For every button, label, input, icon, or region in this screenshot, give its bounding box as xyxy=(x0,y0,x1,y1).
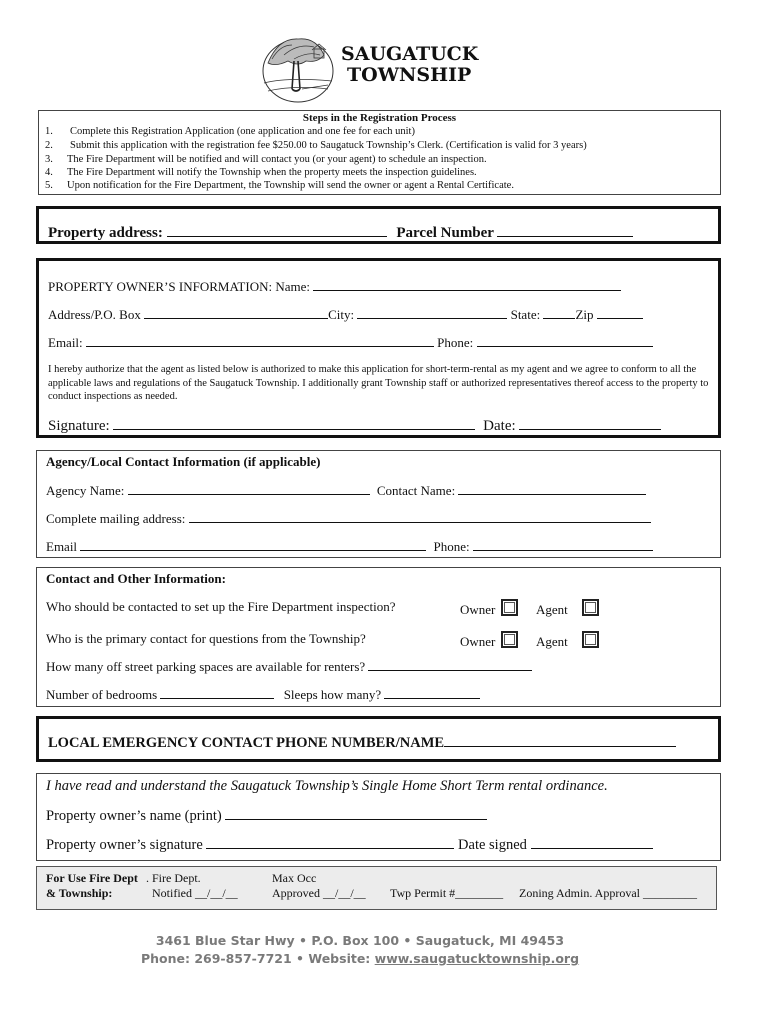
parcel-number-field[interactable] xyxy=(497,235,633,237)
agency-name-field[interactable] xyxy=(128,493,370,495)
owner-zip-field[interactable] xyxy=(597,317,643,319)
q1-agent-checkbox[interactable] xyxy=(582,599,599,616)
owner-sig-row xyxy=(46,837,653,854)
office-use-label-line1: For Use Fire Dept xyxy=(46,871,138,885)
sleeps-field[interactable] xyxy=(384,697,480,699)
property-row xyxy=(48,225,633,242)
contact-title: Contact and Other Information: xyxy=(46,571,226,586)
step-1: 1. Complete this Registration Application (one application and one fee for each unit) xyxy=(45,126,415,137)
print-name-label: Property owner’s name (print) xyxy=(46,808,222,824)
bedrooms-label: Number of bedrooms xyxy=(46,687,158,702)
owner-box xyxy=(36,258,721,438)
parking-row xyxy=(46,659,532,675)
owner-sig-label: Property owner’s signature xyxy=(46,837,203,853)
owner-address-label: Address/P.O. Box xyxy=(48,307,141,322)
q2-owner-label: Owner xyxy=(460,634,496,649)
owner-phone-field[interactable] xyxy=(477,345,653,347)
owner-state-field[interactable] xyxy=(543,317,575,319)
org-name-line2: TOWNSHIP xyxy=(347,64,472,86)
q1-label: Who should be contacted to set up the Fire Department inspection? xyxy=(46,599,396,614)
property-box xyxy=(36,206,721,244)
agency-email-row xyxy=(46,539,653,555)
steps-title: Steps in the Registration Process xyxy=(302,112,457,124)
office-use-box xyxy=(36,866,717,910)
owner-email-label: Email: xyxy=(48,335,83,350)
owner-signature-label: Signature: xyxy=(48,418,110,434)
sleeps-label: Sleeps how many? xyxy=(283,687,382,702)
tree-landscape-logo-icon xyxy=(258,33,338,105)
q2-owner-option xyxy=(460,631,518,650)
footer-contact xyxy=(0,950,720,968)
owner-state-label: State: xyxy=(510,307,541,322)
owner-city-field[interactable] xyxy=(357,317,507,319)
owner-date-label: Date: xyxy=(483,418,516,434)
owner-sig-field[interactable] xyxy=(206,847,454,849)
q1-owner-label: Owner xyxy=(460,602,496,617)
property-address-field[interactable] xyxy=(167,235,387,237)
step-2: 2. Submit this application with the registration fee $250.00 to Saugatuck Township’s Clerk. (Certification is valid for 3 years) xyxy=(45,140,587,151)
q1-owner-checkbox[interactable] xyxy=(501,599,518,616)
emergency-field[interactable] xyxy=(444,745,676,747)
owner-zip-label: Zip xyxy=(575,307,594,322)
max-occ-line2: Approved __/__/__ xyxy=(272,886,366,900)
agency-mailing-field[interactable] xyxy=(189,521,651,523)
org-name xyxy=(341,44,478,86)
print-name-row xyxy=(46,808,487,825)
date-signed-label: Date signed xyxy=(458,837,527,853)
q2-agent-checkbox[interactable] xyxy=(582,631,599,648)
owner-city-label: City: xyxy=(328,307,355,322)
footer-phone: Phone: 269-857-7721 • Website: xyxy=(140,951,375,966)
agency-email-field[interactable] xyxy=(80,549,426,551)
org-name-line1: SAUGATUCK xyxy=(341,43,479,65)
acknowledge-statement: I have read and understand the Saugatuck Township’s Single Home Short Term rental ordinance. xyxy=(46,778,608,794)
acknowledge-box xyxy=(36,773,721,861)
emergency-box xyxy=(36,716,721,762)
contact-name-field[interactable] xyxy=(458,493,646,495)
agency-phone-field[interactable] xyxy=(473,549,653,551)
owner-name-row xyxy=(48,279,621,295)
step-5: 5. Upon notification for the Fire Department, the Township will send the owner or agent a Rental Certificate. xyxy=(45,180,514,191)
footer xyxy=(0,932,720,968)
agency-name-label: Agency Name: xyxy=(46,483,125,498)
q2-agent-label: Agent xyxy=(536,634,568,649)
owner-address-row xyxy=(48,307,643,323)
contact-box xyxy=(36,567,721,707)
owner-email-field[interactable] xyxy=(86,345,434,347)
bedrooms-row xyxy=(46,687,480,703)
agency-box xyxy=(36,450,721,558)
owner-email-row xyxy=(48,335,653,351)
property-address-label: Property address: xyxy=(48,225,163,241)
fire-dept-notified xyxy=(146,871,238,901)
agency-email-label: Email xyxy=(46,539,78,554)
step-3: 3. The Fire Department will be notified and will contact you (or your agent) to schedule an inspection. xyxy=(45,154,487,165)
parking-label: How many off street parking spaces are available for renters? xyxy=(46,659,366,674)
q2-label: Who is the primary contact for questions from the Township? xyxy=(46,631,366,646)
fire-dept-line1: . Fire Dept. xyxy=(146,871,201,885)
owner-name-field[interactable] xyxy=(313,289,621,291)
q2-agent-option xyxy=(536,631,599,650)
website-link[interactable]: www.saugatucktownship.org xyxy=(374,951,580,966)
parcel-number-label: Parcel Number xyxy=(396,225,494,241)
q2-row xyxy=(46,631,366,647)
agency-mailing-row xyxy=(46,511,651,527)
q1-row xyxy=(46,599,395,615)
logo xyxy=(258,33,338,105)
owner-date-field[interactable] xyxy=(519,428,661,430)
owner-signature-field[interactable] xyxy=(113,428,475,430)
twp-permit: Twp Permit #________ xyxy=(390,886,504,900)
contact-name-label: Contact Name: xyxy=(376,483,456,498)
max-occ-line1: Max Occ xyxy=(272,871,317,885)
owner-signature-row xyxy=(48,418,661,435)
emergency-label: LOCAL EMERGENCY CONTACT PHONE NUMBER/NAME xyxy=(48,735,445,751)
q1-owner-option xyxy=(460,599,518,618)
agency-title: Agency/Local Contact Information (if applicable) xyxy=(46,454,321,469)
agency-mailing-label: Complete mailing address: xyxy=(46,511,186,526)
office-use-label-line2: & Township: xyxy=(46,886,113,900)
owner-address-field[interactable] xyxy=(144,317,328,319)
q2-owner-checkbox[interactable] xyxy=(501,631,518,648)
owner-phone-label: Phone: xyxy=(437,335,474,350)
fire-dept-line2: Notified __/__/__ xyxy=(152,886,238,900)
q1-agent-option xyxy=(536,599,599,618)
footer-address: 3461 Blue Star Hwy • P.O. Box 100 • Saugatuck, MI 49453 xyxy=(155,933,565,948)
max-occ-approved xyxy=(272,871,366,901)
agency-name-row xyxy=(46,483,646,499)
q1-agent-label: Agent xyxy=(536,602,568,617)
zoning-approval: Zoning Admin. Approval _________ xyxy=(519,886,697,900)
bedrooms-field[interactable] xyxy=(160,697,274,699)
emergency-row xyxy=(48,735,676,752)
print-name-field[interactable] xyxy=(225,818,487,820)
owner-name-label: : Name: xyxy=(268,279,310,294)
steps-box xyxy=(38,110,721,195)
parking-field[interactable] xyxy=(368,669,532,671)
owner-section-title: PROPERTY OWNER’S INFORMATION xyxy=(48,279,269,294)
office-use-label xyxy=(46,871,138,901)
date-signed-field[interactable] xyxy=(531,847,653,849)
agency-phone-label: Phone: xyxy=(433,539,470,554)
step-4: 4. The Fire Department will notify the Township when the property meets the inspection guidelines. xyxy=(45,167,477,178)
authorization-text: I hereby authorize that the agent as listed below is authorized to make this application for short-term-rental as my agent and we agree to conform to all the applicable laws and regulations of the Saugatuck Township. I additionally grant Township staff or authorized representatives thereof access to the property to conduct inspections as needed. xyxy=(48,364,709,402)
